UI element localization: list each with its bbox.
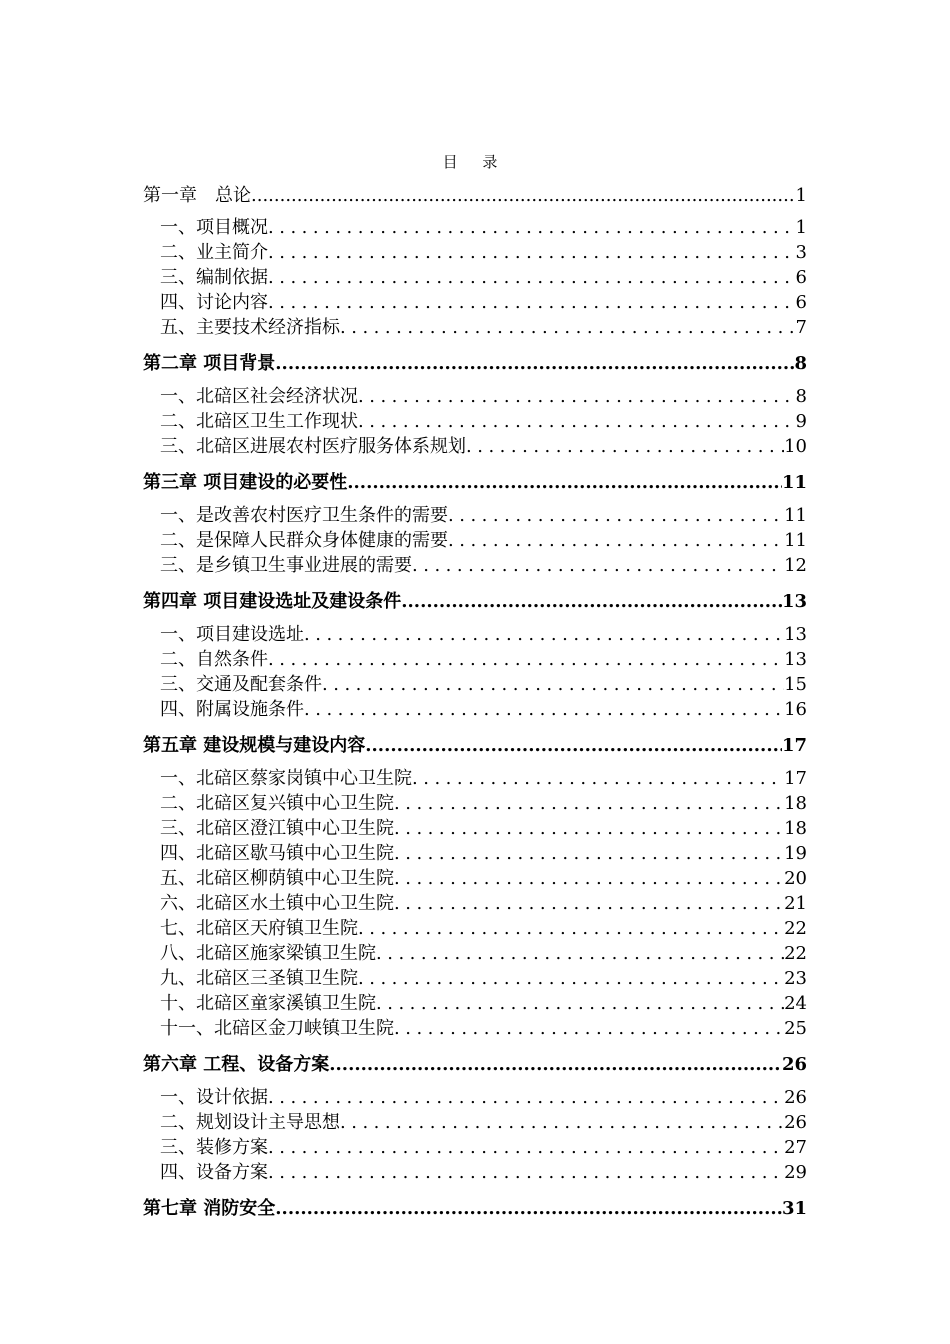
dot-leader (304, 697, 784, 722)
toc-section-entry[interactable] (143, 941, 807, 966)
toc-section-entry[interactable] (143, 916, 807, 941)
section-title: 三、是乡镇卫生事业进展的需要 (160, 555, 412, 576)
dot-leader (412, 553, 784, 578)
section-title: 十、北碚区童家溪镇卫生院 (160, 993, 376, 1014)
dot-leader (329, 1048, 782, 1082)
section-page-number: 17 (784, 768, 807, 789)
toc-section-entry[interactable] (143, 697, 807, 722)
section-page-number: 27 (784, 1137, 807, 1158)
toc-section-entry[interactable] (143, 265, 807, 290)
toc-chapter-entry[interactable] (143, 729, 807, 763)
section-title: 二、自然条件 (160, 649, 268, 670)
dot-leader (275, 1192, 782, 1226)
section-title: 五、主要技术经济指标 (160, 317, 340, 338)
dot-leader (394, 816, 784, 841)
toc-section-entry[interactable] (143, 841, 807, 866)
section-title: 七、北碚区天府镇卫生院 (160, 918, 358, 939)
section-title: 八、北碚区施家梁镇卫生院 (160, 943, 376, 964)
section-page-number: 20 (784, 868, 807, 889)
section-page-number: 3 (795, 242, 807, 263)
chapter-title: 第六章 工程、设备方案 (143, 1054, 330, 1075)
toc-section-entry[interactable] (143, 290, 807, 315)
section-title: 二、是保障人民群众身体健康的需要 (160, 530, 448, 551)
toc-chapter-entry[interactable] (143, 180, 807, 212)
toc-section-entry[interactable] (143, 622, 807, 647)
section-page-number: 22 (784, 943, 807, 964)
section-page-number: 19 (784, 843, 807, 864)
section-page-number: 11 (784, 505, 807, 526)
dot-leader (340, 315, 796, 340)
dot-leader (268, 215, 796, 240)
dot-leader (268, 647, 784, 672)
section-page-number: 23 (784, 968, 807, 989)
toc-section-entry[interactable] (143, 384, 807, 409)
section-page-number: 18 (784, 818, 807, 839)
section-page-number: 25 (784, 1018, 807, 1039)
section-title: 六、北碚区水土镇中心卫生院 (160, 893, 394, 914)
toc-section-entry[interactable] (143, 672, 807, 697)
toc-section-entry[interactable] (143, 1085, 807, 1110)
toc-chapter-entry[interactable] (143, 1048, 807, 1082)
dot-leader (268, 290, 796, 315)
toc-title: 目 录 (442, 153, 508, 171)
chapter-title: 第五章 建设规模与建设内容 (143, 735, 366, 756)
section-page-number: 12 (784, 555, 807, 576)
toc-section-entry[interactable] (143, 1160, 807, 1185)
toc-section-entry[interactable] (143, 891, 807, 916)
dot-leader (322, 672, 784, 697)
chapter-title: 第七章 消防安全 (143, 1198, 276, 1219)
toc-chapter-entry[interactable] (143, 585, 807, 619)
toc-chapter-entry[interactable] (143, 466, 807, 500)
dot-leader (358, 966, 784, 991)
dot-leader (275, 347, 794, 381)
section-title: 三、装修方案 (160, 1137, 268, 1158)
section-page-number: 7 (795, 317, 807, 338)
section-page-number: 10 (784, 436, 807, 457)
section-title: 一、是改善农村医疗卫生条件的需要 (160, 505, 448, 526)
toc-section-entry[interactable] (143, 866, 807, 891)
dot-leader (466, 434, 784, 459)
section-title: 一、北碚区社会经济状况 (160, 386, 358, 407)
section-page-number: 8 (795, 386, 807, 407)
chapter-title: 第一章 总论 (143, 185, 251, 206)
toc-chapter-entry[interactable] (143, 347, 807, 381)
toc-section-entry[interactable] (143, 791, 807, 816)
section-title: 一、设计依据 (160, 1087, 268, 1108)
toc-section-entry[interactable] (143, 315, 807, 340)
section-page-number: 22 (784, 918, 807, 939)
dot-leader (412, 766, 784, 791)
toc-chapter-entry[interactable] (143, 1192, 807, 1226)
dot-leader (394, 866, 784, 891)
toc-section-entry[interactable] (143, 647, 807, 672)
section-title: 四、北碚区歇马镇中心卫生院 (160, 843, 394, 864)
section-title: 一、项目概况 (160, 217, 268, 238)
section-page-number: 13 (784, 624, 807, 645)
toc-section-entry[interactable] (143, 816, 807, 841)
toc-section-entry[interactable] (143, 966, 807, 991)
section-title: 三、编制依据 (160, 267, 268, 288)
chapter-page-number: 13 (781, 591, 807, 612)
section-title: 九、北碚区三圣镇卫生院 (160, 968, 358, 989)
toc-section-entry[interactable] (143, 1110, 807, 1135)
section-page-number: 29 (784, 1162, 807, 1183)
dot-leader (394, 791, 784, 816)
section-page-number: 26 (784, 1112, 807, 1133)
section-title: 二、规划设计主导思想 (160, 1112, 340, 1133)
dot-leader (394, 841, 784, 866)
section-page-number: 21 (784, 893, 807, 914)
dot-leader (340, 1110, 784, 1135)
toc-section-entry[interactable] (143, 240, 807, 265)
section-page-number: 18 (784, 793, 807, 814)
section-page-number: 6 (795, 292, 807, 313)
chapter-page-number: 11 (781, 472, 807, 493)
section-page-number: 13 (784, 649, 807, 670)
section-page-number: 24 (784, 993, 807, 1014)
dot-leader (268, 265, 796, 290)
dot-leader (394, 1016, 784, 1041)
dot-leader (304, 622, 784, 647)
dot-leader (268, 1135, 784, 1160)
section-title: 一、北碚区蔡家岗镇中心卫生院 (160, 768, 412, 789)
dot-leader (448, 503, 784, 528)
chapter-title: 第四章 项目建设选址及建设条件 (143, 591, 402, 612)
dot-leader (394, 891, 784, 916)
section-title: 四、讨论内容 (160, 292, 268, 313)
section-title: 五、北碚区柳荫镇中心卫生院 (160, 868, 394, 889)
section-page-number: 1 (795, 217, 807, 238)
dot-leader (268, 1085, 784, 1110)
dot-leader (268, 240, 796, 265)
table-of-contents (143, 180, 807, 1226)
section-page-number: 16 (784, 699, 807, 720)
chapter-page-number: 31 (781, 1198, 807, 1219)
section-page-number: 26 (784, 1087, 807, 1108)
section-page-number: 15 (784, 674, 807, 695)
toc-section-entry[interactable] (143, 766, 807, 791)
section-title: 四、设备方案 (160, 1162, 268, 1183)
section-title: 四、附属设施条件 (160, 699, 304, 720)
toc-section-entry[interactable] (143, 215, 807, 240)
section-title: 三、交通及配套条件 (160, 674, 322, 695)
chapter-page-number: 1 (795, 185, 807, 206)
dot-leader (347, 466, 782, 500)
dot-leader (358, 409, 796, 434)
chapter-title: 第三章 项目建设的必要性 (143, 472, 348, 493)
section-title: 三、北碚区进展农村医疗服务体系规划 (160, 436, 466, 457)
section-title: 二、北碚区复兴镇中心卫生院 (160, 793, 394, 814)
chapter-page-number: 26 (781, 1054, 807, 1075)
section-page-number: 6 (795, 267, 807, 288)
section-page-number: 11 (784, 530, 807, 551)
dot-leader (376, 941, 784, 966)
dot-leader (268, 1160, 784, 1185)
toc-section-entry[interactable] (143, 1016, 807, 1041)
section-title: 二、业主简介 (160, 242, 268, 263)
toc-section-entry[interactable] (143, 503, 807, 528)
dot-leader (358, 916, 784, 941)
toc-section-entry[interactable] (143, 434, 807, 459)
dot-leader (448, 528, 784, 553)
chapter-title: 第二章 项目背景 (143, 353, 276, 374)
section-title: 二、北碚区卫生工作现状 (160, 411, 358, 432)
dot-leader (365, 729, 782, 763)
section-page-number: 9 (795, 411, 807, 432)
section-title: 一、项目建设选址 (160, 624, 304, 645)
toc-section-entry[interactable] (143, 409, 807, 434)
section-title: 三、北碚区澄江镇中心卫生院 (160, 818, 394, 839)
toc-section-entry[interactable] (143, 1135, 807, 1160)
chapter-page-number: 17 (781, 735, 807, 756)
dot-leader (251, 180, 796, 212)
dot-leader (376, 991, 784, 1016)
section-title: 十一、北碚区金刀峡镇卫生院 (160, 1018, 394, 1039)
toc-section-entry[interactable] (143, 991, 807, 1016)
dot-leader (358, 384, 796, 409)
toc-section-entry[interactable] (143, 528, 807, 553)
chapter-page-number: 8 (794, 353, 807, 374)
dot-leader (401, 585, 782, 619)
toc-section-entry[interactable] (143, 553, 807, 578)
